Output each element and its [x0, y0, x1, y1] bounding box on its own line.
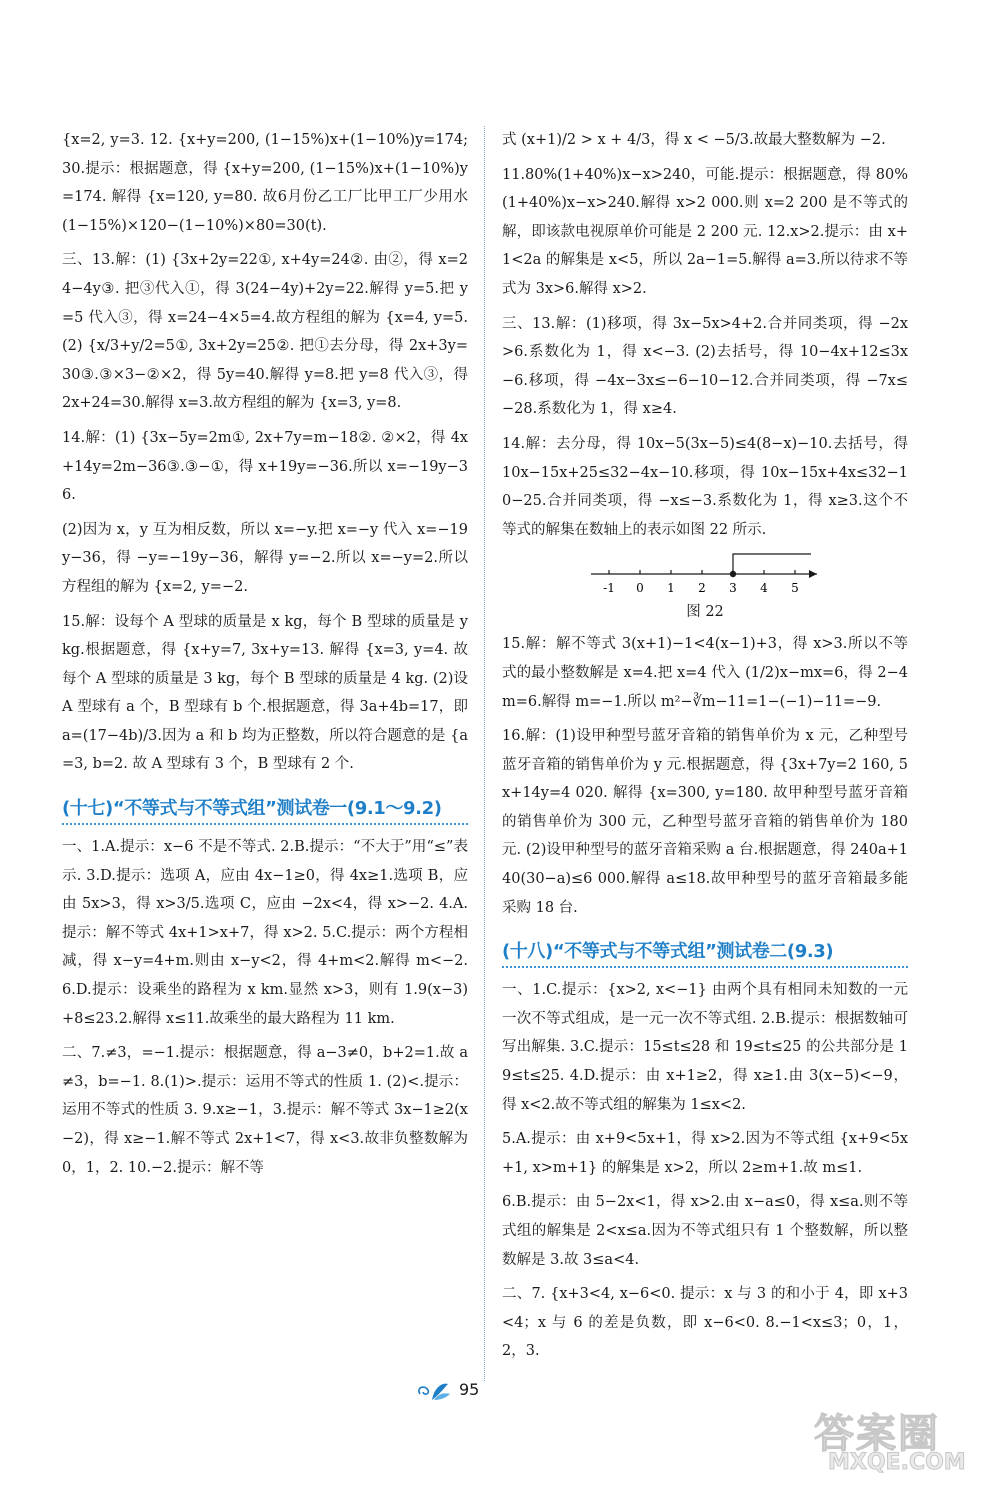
answer-paragraph: 15.解：解不等式 3(x+1)−1<4(x−1)+3，得 x>3.所以不等式的最小整数解是 x=4.把 x=4 代入 (1/2)x−mx=6，得 2−4m=6.解得 m=−1.所以 m²−∛m−11=1−(−1)−11=−9. — [502, 636, 908, 710]
answer-paragraph: 14.解：(1) {3x−5y=2m①, 2x+7y=m−18②. ②×2，得 4x+14y=2m−36③.③−①，得 x+19y=−36.所以 x=−19y−36. — [62, 429, 468, 504]
answer-paragraph: 三、13.解：(1) {3x+2y=22①, x+4y=24②. 由②，得 x=24−4y③. 把③代入①，得 3(24−4y)+2y=22.解得 y=5.把 y=5 代入③，得 x=24−4×5=4.故方程组的解为 {x=4, y=5. (2) {x/3+y/2=5①, 3x+2y=25②. 把①去分母，得 2x+3y=30③.③×3−②×2，得 5y=40.解得 y=8.把 y=8 代入③，得 2x+24=30.解得 x=3.故方程组的解为 {x=3, y=8. — [62, 252, 468, 412]
watermark-text: 答案圈 — [814, 1411, 940, 1457]
number-line — [585, 550, 825, 600]
watermark-url: MXQE.COM — [828, 1450, 966, 1475]
answer-paragraph: 14.解：去分母，得 10x−5(3x−5)≤4(8−x)−10.去括号，得 10x−15x+25≤32−4x−10.移项，得 10x−15x+4x≤32−10−25.合并同类项，得 −x≤−3.系数化为 1，得 x≥3.这个不等式的解集在数轴上的表示如图 22 所示. — [502, 435, 908, 538]
answer-paragraph: 5.A.提示：由 x+9<5x+1，得 x>2.因为不等式组 {x+9<5x+1, x>m+1} 的解集是 x>2，所以 2≥m+1.故 m≤1. — [502, 1131, 908, 1176]
answer-paragraph: (2)因为 x，y 互为相反数，所以 x=−y.把 x=−y 代入 x=−19y−36，得 −y=−19y−36，解得 y=−2.所以 x=−y=2.所以方程组的解为 {x=2, y=−2. — [62, 521, 468, 595]
answer-paragraph: 11.80%(1+40%)x−x>240，可能.提示：根据题意，得 80%(1+40%)x−x>240.解得 x>2 000.则 x=2 200 是不等式的解，即该款电视原单价可能是 2 200 元. 12.x>2.提示：由 x+1<2a 的解集是 x<5，所以 2a−1=5.解得 a=3.所以待求不等式为 3x>6.解得 x>2. — [502, 166, 908, 297]
watermark-logo — [808, 1402, 988, 1482]
page-number: 95 — [459, 1380, 480, 1399]
answer-paragraph: 三、13.解：(1)移项，得 3x−5x>4+2.合并同类项，得 −2x>6.系数化为 1，得 x<−3. (2)去括号，得 10−4x+12≤3x−6.移项，得 −4x−3x≤−6−10−12.合并同类项，得 −7x≤−28.系数化为 1，得 x≥4. — [502, 315, 908, 418]
section-title: (十七)“不等式与不等式组”测试卷一(9.1～9.2) — [62, 791, 468, 825]
tick-label: 2 — [698, 581, 706, 596]
answer-paragraph: 二、7. {x+3<4, x−6<0. 提示：x 与 3 的和小于 4，即 x+3<4；x 与 6 的差是负数，即 x−6<0. 8.−1<x≤3；0，1，2，3. — [502, 1286, 908, 1360]
solution-point — [730, 571, 736, 577]
answer-paragraph: {x=2, y=3. 12. {x+y=200, (1−15%)x+(1−10%)y=174; 30.提示：根据题意，得 {x+y=200, (1−15%)x+(1−10%)y=174. 解得 {x=120, y=80. 故6月份乙工厂比甲工厂少用水(1−15%)×120−(1−10%)×80=30(t). — [62, 132, 468, 234]
solution-ray — [733, 554, 811, 574]
tick-label: 0 — [636, 581, 644, 596]
page-ornament-icon — [414, 1378, 454, 1404]
answer-paragraph: 二、7.≠3，=−1.提示：根据题意，得 a−3≠0，b+2=1.故 a≠3，b=−1. 8.(1)>.提示：运用不等式的性质 1. (2)<.提示：运用不等式的性质 3. 9.x≥−1，3.提示：解不等式 3x−1≥2(x−2)，得 x≥−1.解不等式 2x+1<7，得 x<3.故非负整数解为 0，1，2. 10.−2.提示：解不等 — [62, 1045, 468, 1176]
number-line-figure — [502, 550, 908, 600]
answer-paragraph: 式 (x+1)/2 > x + 4/3，得 x < −5/3.故最大整数解为 −2. — [502, 132, 886, 148]
section-title: (十八)“不等式与不等式组”测试卷二(9.3) — [502, 934, 908, 968]
tick-label: -1 — [603, 581, 615, 596]
tick-label: 1 — [667, 581, 675, 596]
answer-paragraph: 一、1.A.提示：x−6 不是不等式. 2.B.提示：“不大于”用“≤”表示. 3.D.提示：选项 A，应由 4x−1≥0，得 4x≥1.选项 B，应由 5x>3，得 x>3/5.选项 C，应由 −2x<4，得 x>−2. 4.A.提示：解不等式 4x+1>x+7，得 x>2. 5.C.提示：两个方程相减，得 x−y=4+m.则由 x−y<2，得 4+m<2.解得 m<−2. 6.D.提示：设乘坐的路程为 x km.显然 x>3，则有 1.9(x−3)+8≤23.2.解得 x≤11.故乘坐的最大路程为 11 km. — [62, 839, 468, 1027]
left-column — [62, 126, 468, 1188]
answer-paragraph: 一、1.C.提示：{x>2, x<−1} 由两个具有相同未知数的一元一次不等式组成，是一元一次不等式组. 2.B.提示：根据数轴可写出解集. 3.C.提示：15≤t≤28 和 19≤t≤25 的公共部分是 19≤t≤25. 4.D.提示：由 x+1≥2，得 x≥1.由 3(x−5)<−9，得 x<2.故不等式组的解集为 1≤x<2. — [502, 982, 908, 1113]
answer-paragraph: 16.解：(1)设甲种型号蓝牙音箱的销售单价为 x 元，乙种型号蓝牙音箱的销售单价为 y 元.根据题意，得 {3x+7y=2 160, 5x+14y=4 020. 解得 {x=300, y=180. 故甲种型号蓝牙音箱的销售单价为 300 元，乙种型号蓝牙音箱的销售单价为 180 元. (2)设甲种型号的蓝牙音箱采购 a 台.根据题意，得 240a+140(30−a)≤6 000.解得 a≤18.故甲种型号的蓝牙音箱最多能采购 18 台. — [502, 728, 908, 916]
axis-arrow — [809, 570, 817, 578]
figure-caption: 图 22 — [686, 604, 724, 621]
tick-label: 5 — [791, 581, 799, 596]
tick-label: 3 — [729, 581, 737, 596]
column-divider — [484, 126, 485, 1381]
answer-paragraph: 15.解：设每个 A 型球的质量是 x kg，每个 B 型球的质量是 y kg.根据题意，得 {x+y=7, 3x+y=13. 解得 {x=3, y=4. 故每个 A 型球的质量是 3 kg，每个 B 型球的质量是 4 kg. (2)设 A 型球有 a 个，B 型球有 b 个.根据题意，得 3a+4b=17，即 a=(17−4b)/3.因为 a 和 b 均为正整数，所以符合题意的是 {a=3, b=2. 故 A 型球有 3 个，B 型球有 2 个. — [62, 613, 468, 773]
tick-label: 4 — [760, 581, 768, 596]
answer-paragraph: 6.B.提示：由 5−2x<1，得 x>2.由 x−a≤0，得 x≤a.则不等式组的解集是 2<x≤a.因为不等式组只有 1 个整数解，所以整数解是 3.故 3≤a<4. — [502, 1194, 908, 1268]
right-column — [502, 126, 908, 1372]
